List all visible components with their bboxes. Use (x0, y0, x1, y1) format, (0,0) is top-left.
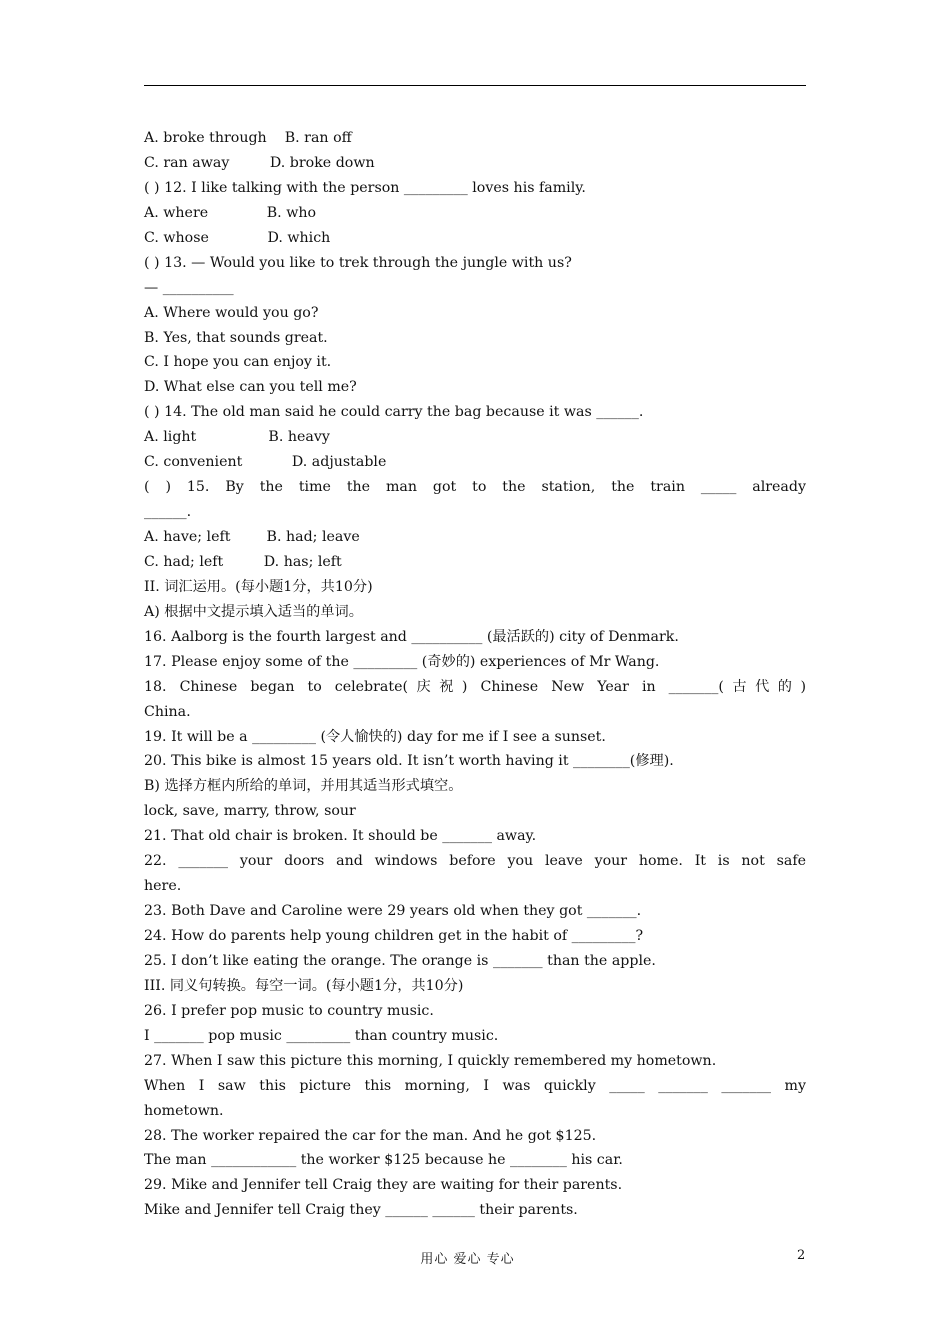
text-line: B) 选择方框内所给的单词，并用其适当形式填空。 (144, 778, 463, 795)
text-line: here. (144, 878, 182, 895)
text-line: A) 根据中文提示填入适当的单词。 (144, 603, 363, 620)
text-line: A. light B. heavy (144, 429, 330, 446)
text-line: ( ) 13. — Would you like to trek through the jungle with us? (144, 254, 572, 271)
text-line: — __________ (144, 279, 234, 296)
text-line: C. ran away D. broke down (144, 154, 375, 171)
text-line: I _______ pop music _________ than country music. (144, 1027, 499, 1044)
text-line: C. I hope you can enjoy it. (144, 354, 332, 371)
text-line: hometown. (144, 1102, 224, 1119)
text-line: China. (144, 703, 191, 720)
text-line: III. 同义句转换。每空一词。(每小题1分，共10分) (144, 977, 464, 994)
text-line: 23. Both Dave and Caroline were 29 years old when they got _______. (144, 903, 642, 920)
text-line: 26. I prefer pop music to country music. (144, 1002, 434, 1019)
text-line: 27. When I saw this picture this morning, I quickly remembered my hometown. (144, 1052, 717, 1069)
text-line: 29. Mike and Jennifer tell Craig they are waiting for their parents. (144, 1177, 623, 1194)
text-line: Mike and Jennifer tell Craig they ______ ______ their parents. (144, 1202, 578, 1219)
text-line: lock, save, marry, throw, sour (144, 803, 356, 820)
text-line: ( ) 14. The old man said he could carry the bag because it was ______. (144, 404, 644, 421)
text-line: A. broke through B. ran off (144, 130, 352, 146)
text-line: A. have; left B. had; leave (144, 529, 360, 545)
text-line: B. Yes, that sounds great. (144, 329, 328, 346)
document-body (144, 126, 806, 1223)
text-line: 24. How do parents help young children get in the habit of _________? (144, 928, 644, 944)
text-line: II. 词汇运用。(每小题1分，共10分) (144, 578, 373, 595)
text-line: 28. The worker repaired the car for the man. And he got $125. (144, 1127, 597, 1144)
text-line: C. convenient D. adjustable (144, 454, 387, 471)
text-line: 16. Aalborg is the fourth largest and __________ (最活跃的) city of Denmark. (144, 628, 679, 645)
text-line: 18. Chinese began to celebrate(庆祝) Chinese New Year in _______(古代的) (144, 678, 806, 695)
header-rule (144, 85, 806, 86)
text-line: When I saw this picture this morning, I was quickly _____ _______ _______ my (144, 1077, 806, 1094)
text-line: C. had; left D. has; left (144, 553, 342, 570)
text-line: 17. Please enjoy some of the _________ (奇妙的) experiences of Mr Wang. (144, 653, 660, 670)
text-line: A. where B. who (144, 204, 317, 221)
text-line: The man ____________ the worker $125 because he ________ his car. (144, 1152, 623, 1169)
text-line: A. Where would you go? (144, 304, 319, 321)
text-line: 22. _______ your doors and windows before you leave your home. It is not safe (144, 853, 806, 870)
text-line: ______. (144, 504, 192, 521)
text-line: 25. I don’t like eating the orange. The orange is _______ than the apple. (144, 952, 656, 969)
footer-motto: 用心 爱心 专心 (420, 1252, 515, 1267)
text-line: D. What else can you tell me? (144, 379, 357, 396)
page-footer (0, 1248, 950, 1268)
text-line: ( ) 15. By the time the man got to the station, the train _____ already (144, 479, 806, 496)
page-number: 2 (797, 1248, 806, 1263)
text-line: 20. This bike is almost 15 years old. It isn’t worth having it ________(修理). (144, 753, 674, 770)
text-line: ( ) 12. I like talking with the person _________ loves his family. (144, 179, 586, 196)
text-line: 19. It will be a _________ (令人愉快的) day for me if I see a sunset. (144, 728, 606, 745)
text-line: 21. That old chair is broken. It should be _______ away. (144, 828, 537, 845)
text-line: C. whose D. which (144, 229, 331, 246)
